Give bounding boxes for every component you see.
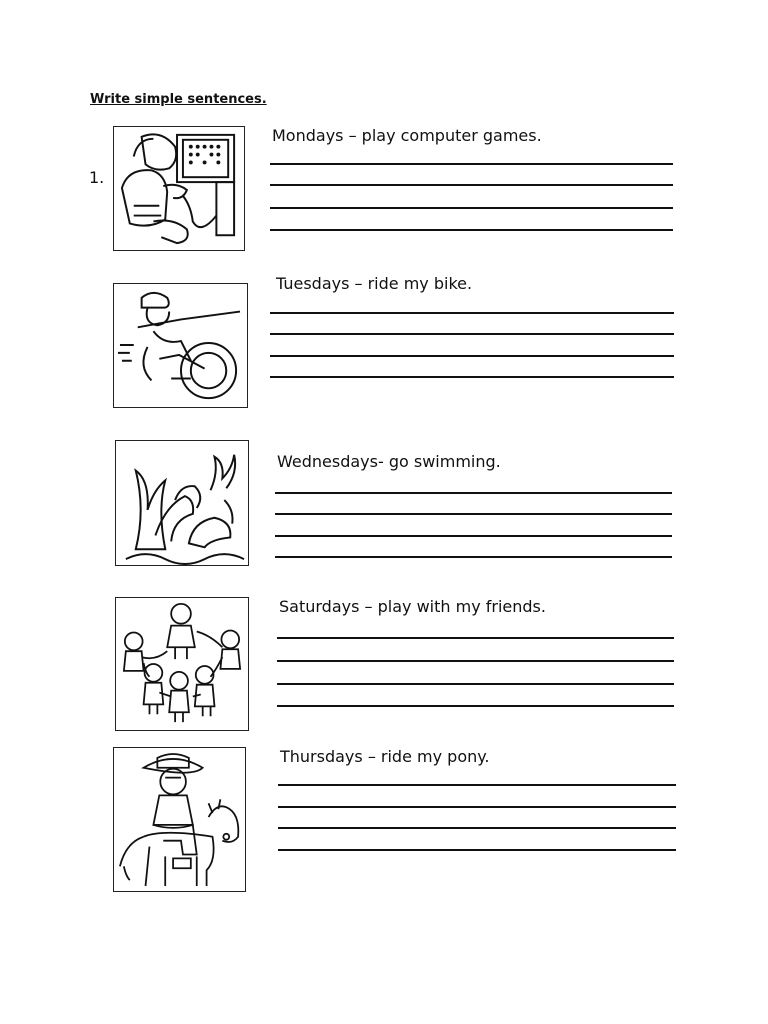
- answer-line[interactable]: [275, 535, 672, 537]
- answer-line[interactable]: [278, 827, 676, 829]
- item-number: 1.: [89, 168, 105, 187]
- answer-line[interactable]: [270, 333, 674, 335]
- answer-line[interactable]: [278, 849, 676, 851]
- answer-line[interactable]: [277, 637, 674, 639]
- answer-line[interactable]: [270, 184, 673, 186]
- answer-line[interactable]: [277, 660, 674, 662]
- answer-line[interactable]: [270, 376, 674, 378]
- bike-riding-picture: [113, 283, 248, 408]
- computer-game-picture: [113, 126, 245, 251]
- swimming-picture: [115, 440, 249, 566]
- friends-playing-picture: [115, 597, 249, 731]
- item-text: Thursdays – ride my pony.: [280, 747, 490, 766]
- answer-line[interactable]: [270, 355, 674, 357]
- pony-riding-picture: [113, 747, 246, 892]
- item-text: Wednesdays- go swimming.: [277, 452, 501, 471]
- answer-line[interactable]: [270, 163, 673, 165]
- answer-line[interactable]: [275, 492, 672, 494]
- answer-line[interactable]: [278, 806, 676, 808]
- answer-line[interactable]: [277, 683, 674, 685]
- item-text: Saturdays – play with my friends.: [279, 597, 546, 616]
- answer-line[interactable]: [270, 229, 673, 231]
- answer-line[interactable]: [270, 207, 673, 209]
- worksheet-title: Write simple sentences.: [90, 92, 267, 107]
- answer-line[interactable]: [275, 513, 672, 515]
- answer-line[interactable]: [277, 705, 674, 707]
- answer-line[interactable]: [278, 784, 676, 786]
- answer-line[interactable]: [275, 556, 672, 558]
- answer-line[interactable]: [270, 312, 674, 314]
- item-text: Tuesdays – ride my bike.: [276, 274, 473, 293]
- item-text: Mondays – play computer games.: [272, 126, 542, 145]
